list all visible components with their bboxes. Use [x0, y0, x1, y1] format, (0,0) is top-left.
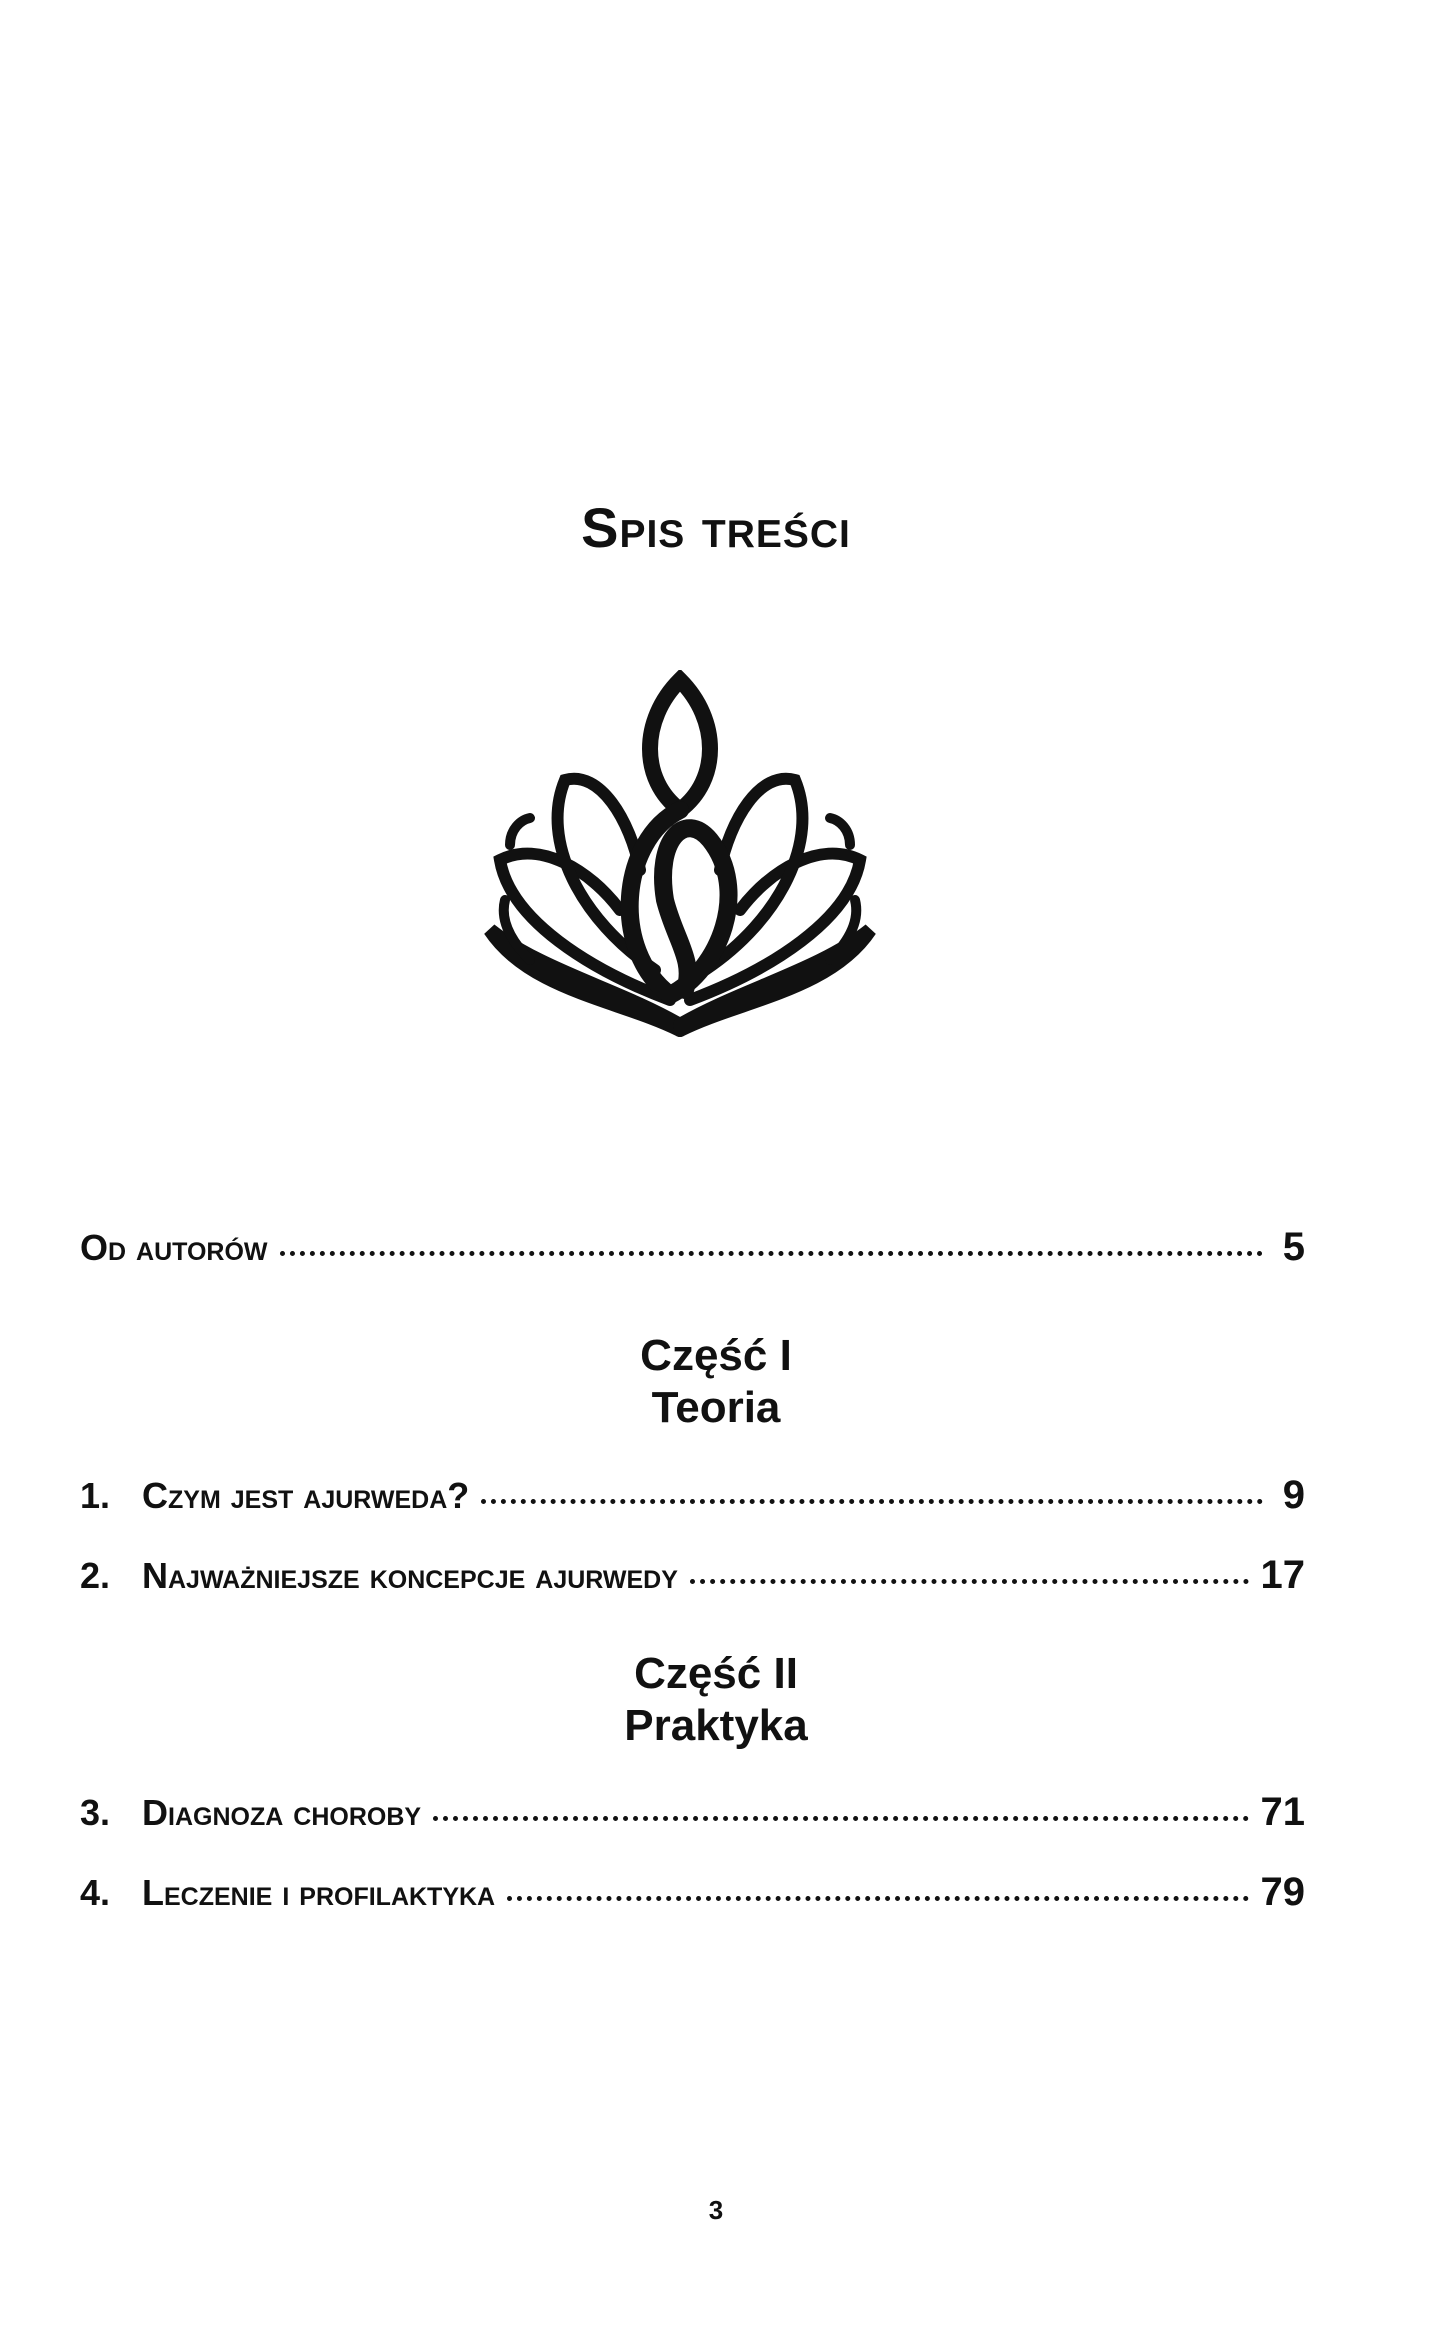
toc-label: Czym jest ajurweda? [142, 1475, 470, 1516]
toc-label: Najważniejsze koncepcje ajurwedy [142, 1555, 678, 1596]
toc-page-number: 17 [1260, 1553, 1305, 1597]
part-heading [0, 1330, 1432, 1434]
toc-number: 1. [80, 1475, 111, 1516]
dot-leader [280, 1251, 1263, 1256]
toc-page-number: 71 [1260, 1790, 1305, 1834]
toc-label: Od autorów [80, 1227, 268, 1268]
part-subtitle: Praktyka [624, 1701, 808, 1750]
toc-page-number: 9 [1282, 1473, 1305, 1517]
toc-label: Diagnoza choroby [142, 1792, 422, 1833]
toc-number: 2. [80, 1555, 111, 1596]
lotus-yoga-icon [470, 670, 890, 1050]
dot-leader [690, 1579, 1249, 1584]
part-subtitle: Teoria [651, 1383, 781, 1432]
toc-number: 3. [80, 1792, 111, 1833]
toc-page-number: 5 [1282, 1225, 1305, 1269]
part-title: Część I [640, 1331, 792, 1380]
dot-leader [507, 1896, 1248, 1901]
toc-label: Leczenie i profilaktyka [142, 1872, 496, 1913]
dot-leader [481, 1499, 1263, 1504]
part-title: Część II [634, 1649, 798, 1698]
part-heading [0, 1648, 1432, 1752]
page-title: Spis treści [581, 496, 851, 559]
toc-number: 4. [80, 1872, 111, 1913]
toc-entry-4[interactable] [80, 1870, 1305, 1930]
page-number: 3 [708, 2195, 724, 2225]
toc-entry-2[interactable] [80, 1553, 1305, 1613]
toc-entry-od-autorow[interactable] [80, 1225, 1305, 1285]
toc-entry-1[interactable] [80, 1473, 1305, 1533]
toc-entry-3[interactable] [80, 1790, 1305, 1850]
toc-page-number: 79 [1260, 1870, 1305, 1914]
dot-leader [433, 1816, 1248, 1821]
